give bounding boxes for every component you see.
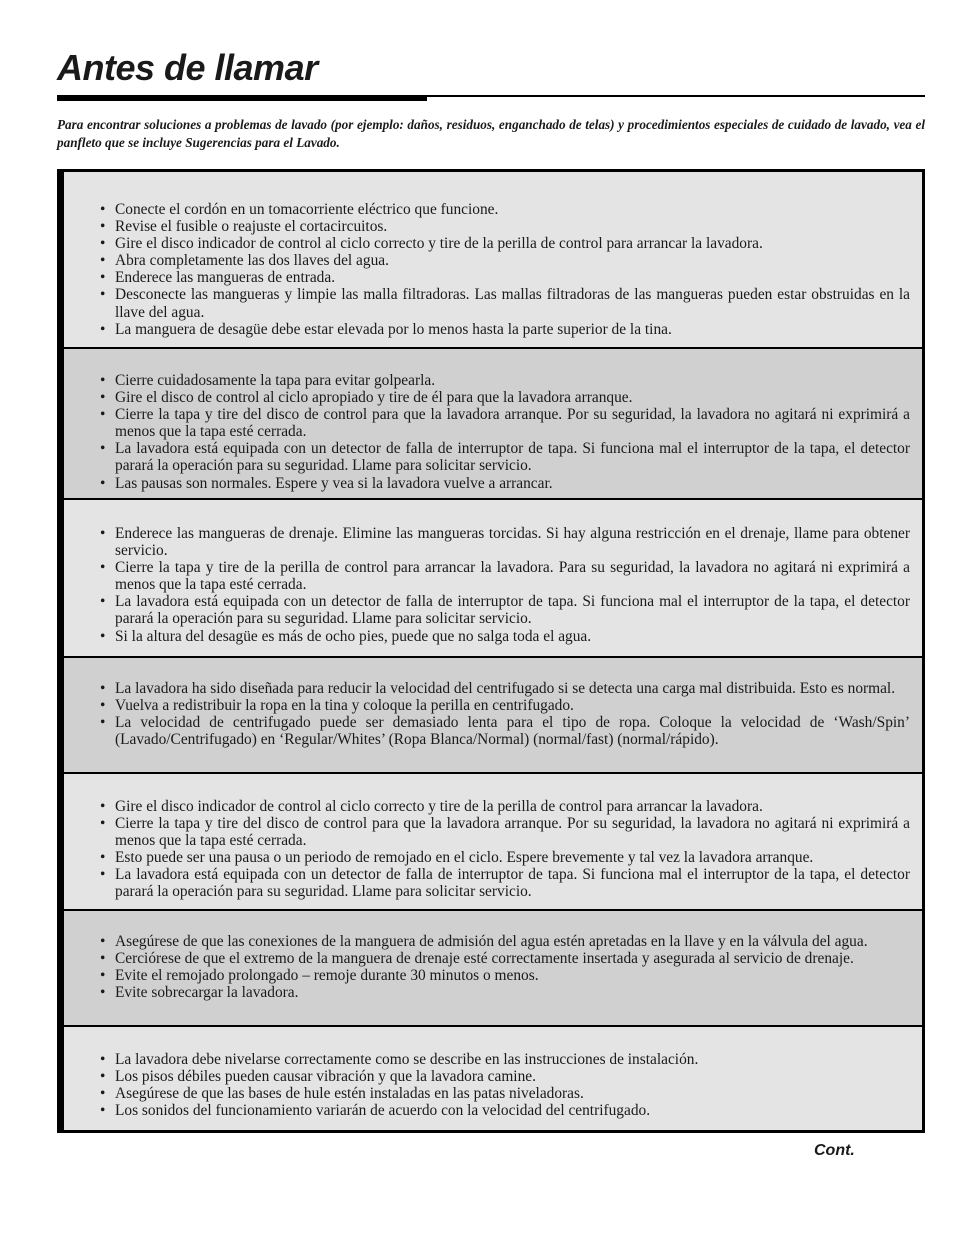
troubleshooting-section — [64, 347, 922, 498]
solution-item: • Si la altura del desagüe es más de ocho pies, puede que no salga toda el agua. — [100, 628, 910, 645]
solution-item: • Vuelva a redistribuir la ropa en la tina y coloque la perilla en centrifugado. — [100, 697, 910, 714]
solution-item: • La lavadora está equipada con un detector de falla de interruptor de tapa. Si funciona mal el interruptor de la tapa, el detector parará la operación para su seguridad. Llame para solicitar servicio. — [100, 866, 910, 900]
solution-item: • Enderece las mangueras de drenaje. Elimine las mangueras torcidas. Si hay alguna restricción en el drenaje, llame para obtener servicio. — [100, 525, 910, 559]
solution-item: • La lavadora ha sido diseñada para reducir la velocidad del centrifugado si se detecta una carga mal distribuida. Esto es normal. — [100, 680, 910, 697]
solution-item: • Gire el disco indicador de control al ciclo correcto y tire de la perilla de control para arrancar la lavadora. — [100, 798, 910, 815]
solution-item: • Cerciórese de que el extremo de la manguera de drenaje esté correctamente insertada y asegurada al servicio de drenaje. — [100, 950, 910, 967]
solution-item: • Asegúrese de que las conexiones de la manguera de admisión del agua estén apretadas en la llave y en la válvula del agua. — [100, 933, 910, 950]
title-rule-thick — [57, 95, 427, 101]
solution-item: • Asegúrese de que las bases de hule estén instaladas en las patas niveladoras. — [100, 1085, 910, 1102]
solution-item: • Abra completamente las dos llaves del agua. — [100, 252, 910, 269]
troubleshooting-table — [57, 169, 925, 1133]
solution-item: • Las pausas son normales. Espere y vea si la lavadora vuelve a arrancar. — [100, 475, 910, 492]
solution-item: • Evite el remojado prolongado – remoje durante 30 minutos o menos. — [100, 967, 910, 984]
continued-label: Cont. — [814, 1142, 855, 1159]
solution-item: • Evite sobrecargar la lavadora. — [100, 984, 910, 1001]
solution-item: • Revise el fusible o reajuste el cortacircuitos. — [100, 218, 910, 235]
solution-item: • La velocidad de centrifugado puede ser demasiado lenta para el tipo de ropa. Coloque la velocidad de ‘Wash/Spin’ (Lavado/Centrifugado) en ‘Regular/Whites’ (Ropa Blanca/Normal) (normal/fast) (normal/rápido). — [100, 714, 910, 748]
solution-item: • La lavadora está equipada con un detector de falla de interruptor de tapa. Si funciona mal el interruptor de la tapa, el detector parará la operación para su seguridad. Llame para solicitar servicio. — [100, 440, 910, 474]
solution-item: • La lavadora debe nivelarse correctamente como se describe en las instrucciones de instalación. — [100, 1051, 910, 1068]
solution-item: • Esto puede ser una pausa o un periodo de remojado en el ciclo. Espere brevemente y tal vez la lavadora arranque. — [100, 849, 910, 866]
solution-item: • Gire el disco de control al ciclo apropiado y tire de él para que la lavadora arranque. — [100, 389, 910, 406]
solution-item: • Cierre la tapa y tire del disco de control para que la lavadora arranque. Por su seguridad, la lavadora no agitará ni exprimirá a menos que la tapa esté cerrada. — [100, 815, 910, 849]
troubleshooting-section — [64, 172, 922, 347]
solution-item: • La lavadora está equipada con un detector de falla de interruptor de tapa. Si funciona mal el interruptor de la tapa, el detector parará la operación para su seguridad. Llame para solicitar servicio. — [100, 593, 910, 627]
solution-item: • Enderece las mangueras de entrada. — [100, 269, 910, 286]
troubleshooting-section — [64, 909, 922, 1025]
page-title: Antes de llamar — [57, 47, 318, 88]
solution-item: • Los pisos débiles pueden causar vibración y que la lavadora camine. — [100, 1068, 910, 1085]
solution-item: • Cierre la tapa y tire del disco de control para que la lavadora arranque. Por su seguridad, la lavadora no agitará ni exprimirá a menos que la tapa esté cerrada. — [100, 406, 910, 440]
solution-item: • Conecte el cordón en un tomacorriente eléctrico que funcione. — [100, 201, 910, 218]
solution-item: • Gire el disco indicador de control al ciclo correcto y tire de la perilla de control para arrancar la lavadora. — [100, 235, 910, 252]
intro-paragraph: Para encontrar soluciones a problemas de lavado (por ejemplo: daños, residuos, enganchado de telas) y procedimientos especiales de cuidado de lavado, vea el panfleto que se incluye Sugerencias para el Lavado. — [57, 117, 925, 150]
solution-item: • Desconecte las mangueras y limpie las malla filtradoras. Las mallas filtradoras de las mangueras pueden estar obstruidas en la llave del agua. — [100, 286, 910, 320]
troubleshooting-section — [64, 656, 922, 772]
solution-item: • Cierre la tapa y tire de la perilla de control para arrancar la lavadora. Para su seguridad, la lavadora no agitará ni exprimirá a menos que la tapa esté cerrada. — [100, 559, 910, 593]
troubleshooting-section — [64, 772, 922, 909]
troubleshooting-section — [64, 1025, 922, 1130]
solution-item: • Cierre cuidadosamente la tapa para evitar golpearla. — [100, 372, 910, 389]
troubleshooting-section — [64, 498, 922, 656]
solution-item: • Los sonidos del funcionamiento variarán de acuerdo con la velocidad del centrifugado. — [100, 1102, 910, 1119]
solution-item: • La manguera de desagüe debe estar elevada por lo menos hasta la parte superior de la tina. — [100, 321, 910, 338]
